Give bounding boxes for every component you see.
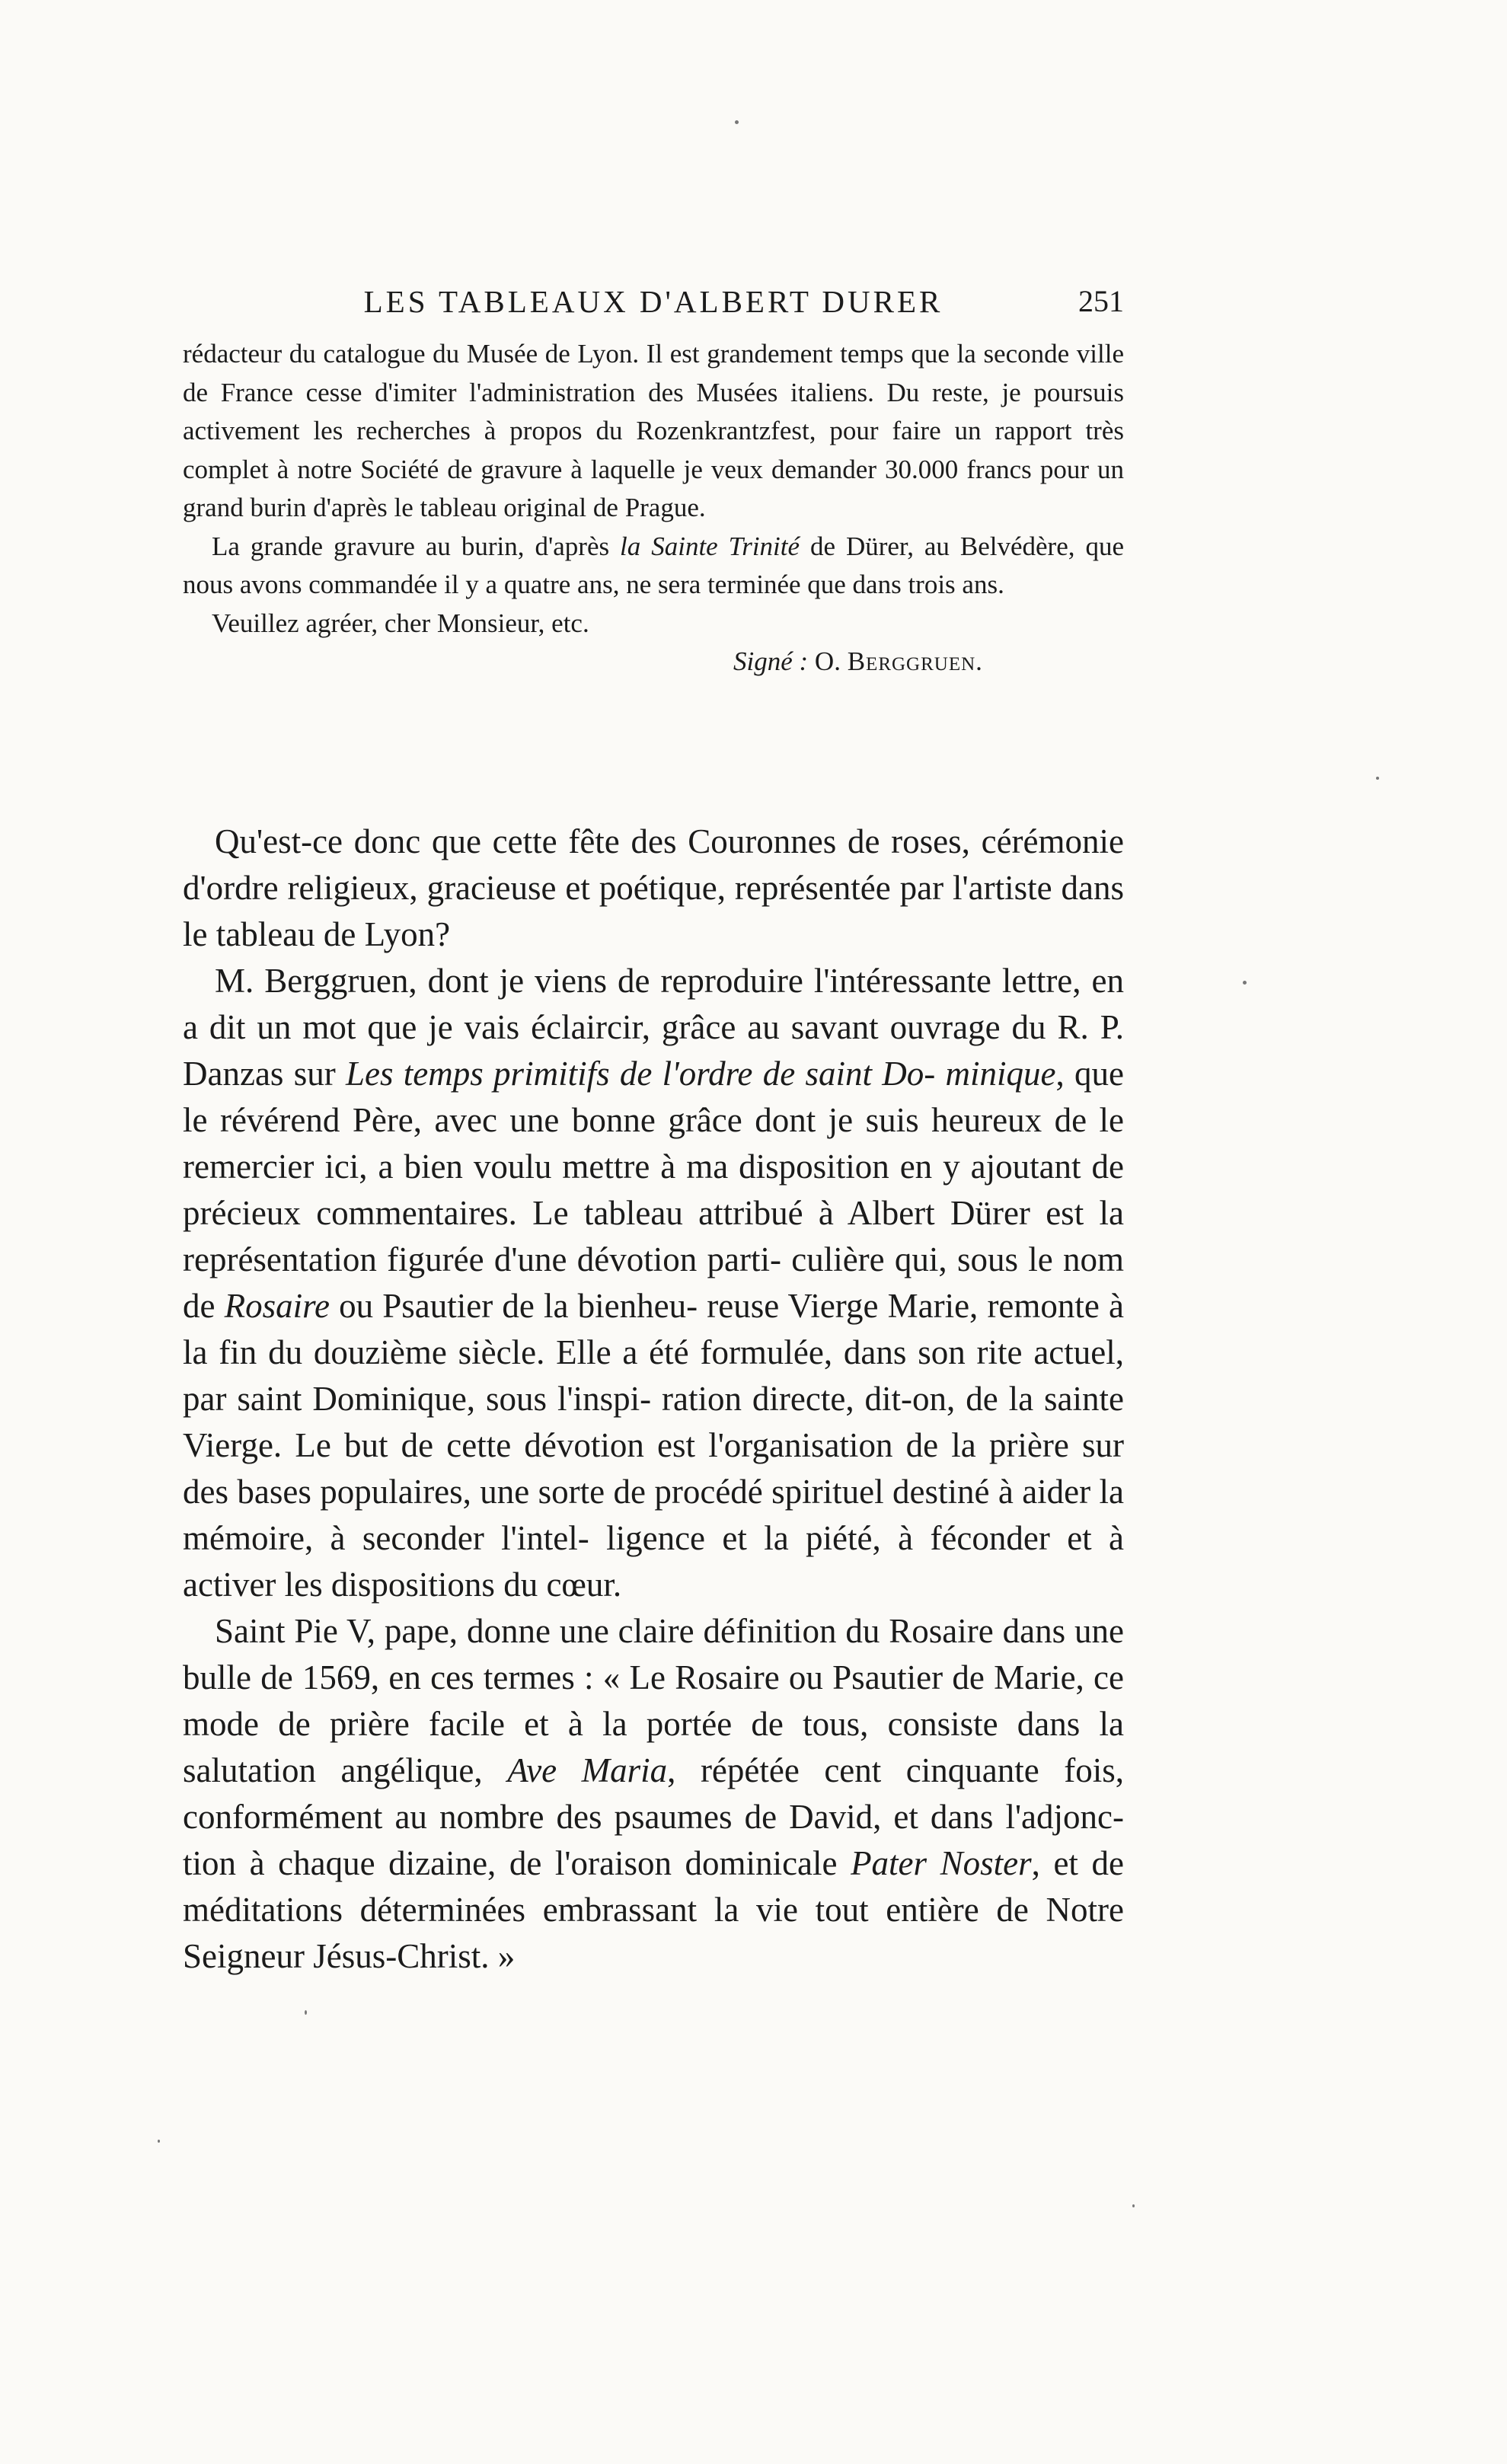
main-text [183,819,1124,1980]
letter-text: de Dürer, au Belvédère, [800,531,1075,561]
signature-initial: O. [814,646,841,676]
body-text: reuse Vierge Marie, remonte à la fin du douzième siècle. Elle a été [183,1287,1125,1371]
body-text: en y ajoutant de précieux commentaires. Le tableau attribué à [183,1147,1124,1232]
body-text: Seigneur Jésus-Christ. » [183,1937,516,1975]
letter-signature [183,643,1124,681]
ink-speck [1243,981,1247,985]
ink-speck [1376,777,1379,780]
letter-text: que nous avons commandée il y a quatre ans, ne sera terminée que dans [183,531,1124,599]
body-text: , et [1031,1844,1078,1882]
letter-closing: Veuillez agréer, cher Monsieur, etc. [212,608,589,638]
quoted-letter [183,335,1124,681]
body-line: Qu'est-ce donc que cette fête des Couronnes de roses, cérémonie [215,822,1124,860]
rosaire-term: Rosaire [224,1287,330,1325]
letter-line: faire un rapport très complet à notre Société de gravure à laquelle je veux [183,416,1124,484]
body-paragraph-2 [183,958,1124,1608]
body-text: Saint Pie V, pape, donne une claire définition du Rosaire dans [215,1612,1066,1650]
ink-speck [158,2140,160,2143]
body-line: dans le tableau de Lyon? [183,869,1125,953]
body-text: Marie, ce mode de prière facile et à la portée de tous, consiste dans [183,1658,1124,1743]
body-text: est l'organisation de la prière sur des bases populaires, une sorte [183,1426,1124,1511]
body-text: la salutation angélique, [183,1705,1125,1789]
book-title-cont: minique [945,1055,1056,1093]
body-text: , répétée cent cinquante fois, [667,1751,1124,1789]
body-text: conformément au nombre des psaumes de David, et dans l'adjonc- [183,1798,1124,1836]
running-title: LES TABLEAUX D'ALBERT DURER [363,284,943,319]
ink-speck [305,2010,307,2015]
letter-line: reste, je poursuis activement les recherches à propos du Rozenkrantzfest, pour [183,377,1124,445]
body-text: heureux de le remercier ici, a bien voulu mettre à ma disposition [183,1101,1124,1186]
ave-maria: Ave Maria [507,1751,668,1789]
ink-speck [1132,2204,1135,2207]
body-text: , que le révérend Père, avec une bonne grâce dont je suis [183,1055,1125,1139]
body-text: R. P. Danzas sur [183,1008,1124,1093]
body-text: tion à chaque dizaine, de l'oraison dominicale [183,1844,851,1882]
letter-line: rédacteur du catalogue du Musée de Lyon. Il est grandement temps que la [183,339,976,369]
body-paragraph-1 [183,819,1124,958]
letter-text: La grande gravure au burin, d'après [212,531,621,561]
body-text: en a dit un mot que je vais éclaircir, grâce au savant ouvrage du [183,962,1124,1046]
body-text: formulée, dans son rite actuel, par saint Dominique, sous l'inspi- [183,1333,1124,1418]
body-text: M. Berggruen, dont je viens de reproduire l'intéressante lettre, [215,962,1081,1000]
signature-label: Signé : [733,646,809,676]
letter-paragraph-1 [183,335,1124,528]
book-title: Les temps primitifs de l'ordre de saint Do- [346,1055,936,1093]
ink-speck [735,120,739,124]
signature-name: Berggruen. [847,646,983,676]
letter-line: seconde ville de France cesse d'imiter l'administration des Musées italiens. Du [183,339,1125,407]
body-text: cœur. [546,1566,622,1604]
letter-paragraph-2 [183,528,1124,605]
body-text: culière qui, sous le nom de [183,1240,1125,1325]
running-header [183,283,1124,329]
letter-line: Prague. [624,493,706,522]
body-text: une bulle de 1569, en ces termes : « Le Rosaire ou Psautier de [183,1612,1125,1696]
letter-line: demander 30.000 francs pour un grand burin d'après le tableau original de [183,454,1124,522]
artwork-title: la Sainte Trinité [620,531,800,561]
body-text: ligence et la piété, à féconder et à activer les dispositions du [183,1519,1124,1604]
body-line: d'ordre religieux, gracieuse et poétique, représentée par l'artiste [183,869,1052,907]
body-text: ou Psautier de la bienheu- [329,1287,698,1325]
body-text: de méditations déterminées embrassant la vie tout entière de Notre [183,1844,1124,1929]
letter-text: trois ans. [908,570,1004,599]
body-text: Albert Dürer est la représentation figurée d'une dévotion parti- [183,1194,1124,1278]
body-text: de procédé spirituel destiné à aider la mémoire, à seconder l'intel- [183,1473,1124,1557]
body-paragraph-3 [183,1608,1124,1980]
body-text: ration directe, dit-on, de la sainte Vierge. Le but de cette dévotion [183,1380,1125,1464]
page-number: 251 [1078,284,1124,318]
pater-noster: Pater Noster [851,1844,1032,1882]
